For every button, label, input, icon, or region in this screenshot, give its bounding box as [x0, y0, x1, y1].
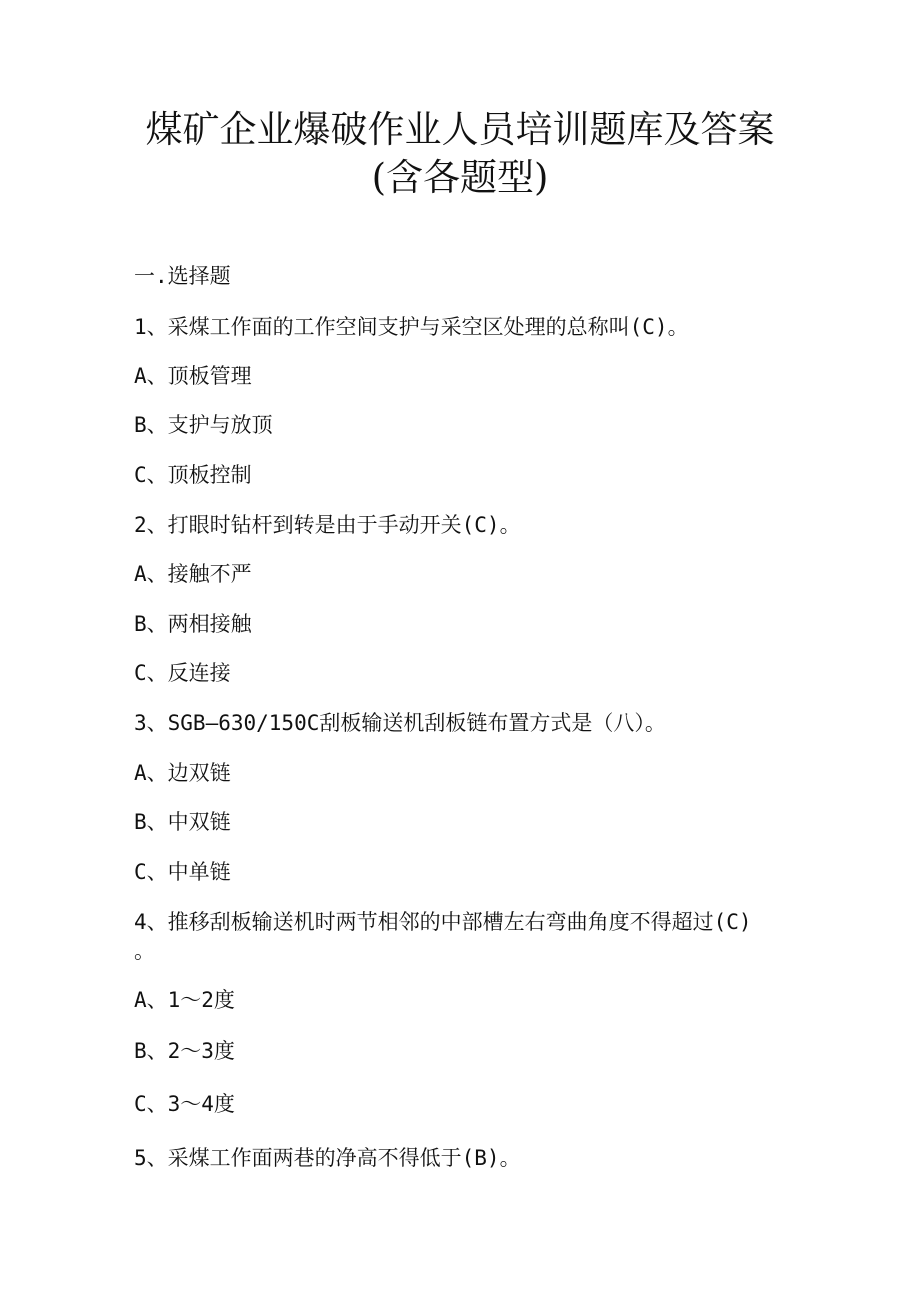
- option-2c: C、反连接: [134, 661, 231, 685]
- option-4b: B、2～3度: [134, 1039, 235, 1063]
- question-4-continuation: 。: [134, 939, 155, 963]
- option-4a: A、1～2度: [134, 988, 235, 1012]
- option-1b: B、支护与放顶: [134, 413, 273, 437]
- option-2b: B、两相接触: [134, 612, 252, 636]
- question-4: 4、推移刮板输送机时两节相邻的中部槽左右弯曲角度不得超过(C): [134, 910, 752, 934]
- document-title-line-2: (含各题型): [371, 156, 549, 199]
- section-heading: 一.选择题: [134, 264, 231, 288]
- document-title-line-1: 煤矿企业爆破作业人员培训题库及答案: [145, 108, 775, 151]
- option-2a: A、接触不严: [134, 562, 252, 586]
- question-1: 1、采煤工作面的工作空间支护与采空区处理的总称叫(C)。: [134, 315, 689, 339]
- option-3b: B、中双链: [134, 810, 231, 834]
- question-2: 2、打眼时钻杆到转是由于手动开关(C)。: [134, 513, 521, 537]
- option-1a: A、顶板管理: [134, 364, 252, 388]
- option-4c: C、3～4度: [134, 1092, 235, 1116]
- question-3: 3、SGB—630/150C刮板输送机刮板链布置方式是（八）。: [134, 711, 666, 735]
- option-1c: C、顶板控制: [134, 463, 252, 487]
- question-5: 5、采煤工作面两巷的净高不得低于(B)。: [134, 1146, 521, 1170]
- option-3a: A、边双链: [134, 761, 231, 785]
- option-3c: C、中单链: [134, 860, 231, 884]
